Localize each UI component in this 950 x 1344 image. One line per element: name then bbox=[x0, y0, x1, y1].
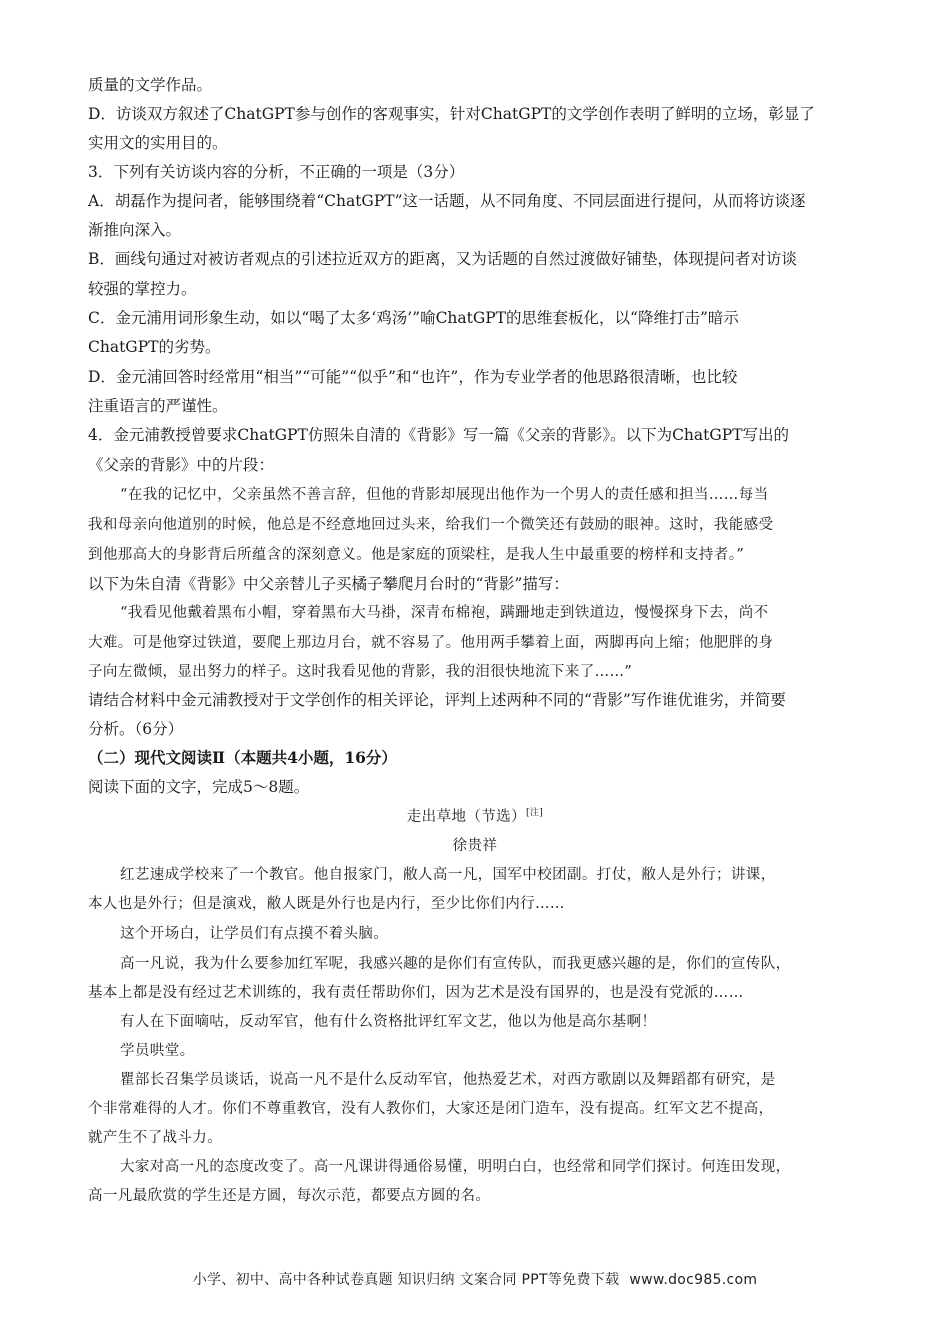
quote-zhuziqing: 大难。可是他穿过铁道，要爬上那边月台，就不容易了。他用两手攀着上面，两脚再向上缩；他肥胖的身 bbox=[88, 635, 774, 651]
title-note: [注] bbox=[525, 808, 544, 819]
quote-chatgpt: “在我的记忆中，父亲虽然不善言辞，但他的背影却展现出他作为一个男人的责任感和担当……每当 bbox=[120, 487, 769, 503]
option-d: D．访谈双方叙述了ChatGPT参与创作的客观事实，针对ChatGPT的文学创作表明了鲜明的立场，彰显了 bbox=[88, 105, 815, 123]
quote-zhuziqing: 子向左微倾，显出努力的样子。这时我看见他的背影，我的泪很快地流下来了……” bbox=[88, 664, 633, 680]
option-a: A．胡磊作为提问者，能够围绕着“ChatGPT”这一话题，从不同角度、不同层面进行提问，从而将访谈逐 bbox=[88, 192, 806, 210]
footer-site-link[interactable]: www.doc985.com bbox=[629, 1272, 758, 1288]
text-line: 渐推向深入。 bbox=[88, 221, 182, 239]
article-paragraph: 基本上都是没有经过艺术训练的，我有责任帮助你们，因为艺术是没有国界的，也是没有党派的…… bbox=[88, 985, 744, 1001]
article-paragraph: 大家对高一凡的态度改变了。高一凡课讲得通俗易懂，明明白白，也经常和同学们探讨。何连田发现， bbox=[120, 1159, 791, 1175]
article-title bbox=[0, 807, 950, 827]
article-paragraph: 有人在下面嘀咕，反动军官，他有什么资格批评红军文艺，他以为他是高尔基啊！ bbox=[120, 1014, 657, 1030]
footer bbox=[0, 1269, 950, 1289]
article-paragraph: 瞿部长召集学员谈话，说高一凡不是什么反动军官，他热爱艺术，对西方歌剧以及舞蹈都有研究，是 bbox=[120, 1072, 776, 1088]
article-paragraph: 本人也是外行；但是演戏，敝人既是外行也是内行，至少比你们内行…… bbox=[88, 896, 565, 912]
text-line: 质量的文学作品。 bbox=[88, 76, 213, 94]
option-c: C．金元浦用词形象生动，如以“喝了太多‘鸡汤’”喻ChatGPT的思维套板化，以“降维打击”暗示 bbox=[88, 309, 739, 327]
article-paragraph: 就产生不了战斗力。 bbox=[88, 1130, 223, 1146]
question-4: 4．金元浦教授曾要求ChatGPT仿照朱自清的《背影》写一篇《父亲的背影》。以下为ChatGPT写出的 bbox=[88, 426, 790, 444]
article-paragraph: 学员哄堂。 bbox=[120, 1043, 195, 1059]
article-title-text: 走出草地（节选） bbox=[406, 809, 526, 825]
text-line: 较强的掌控力。 bbox=[88, 280, 197, 298]
section-heading: （二）现代文阅读Ⅱ（本题共4小题，16分） bbox=[88, 748, 397, 767]
footer-text: 小学、初中、高中各种试卷真题 知识归纳 文案合同 PPT等免费下载 bbox=[192, 1272, 620, 1288]
option-b: B．画线句通过对被访者观点的引述拉近双方的距离，又为话题的自然过渡做好铺垫，体现提问者对访谈 bbox=[88, 250, 797, 268]
question-4-prompt: 请结合材料中金元浦教授对于文学创作的相关评论，评判上述两种不同的“背影”写作谁优谁劣，并简要 bbox=[88, 691, 786, 709]
text-line: 分析。（6分） bbox=[88, 720, 184, 738]
text-line: 以下为朱自清《背影》中父亲替儿子买橘子攀爬月台时的“背影”描写： bbox=[88, 575, 569, 593]
article-paragraph: 这个开场白，让学员们有点摸不着头脑。 bbox=[120, 926, 389, 942]
quote-chatgpt: 我和母亲向他道别的时候，他总是不经意地回过头来，给我们一个微笑还有鼓励的眼神。这时，我能感受 bbox=[88, 517, 774, 533]
text-line: 实用文的实用目的。 bbox=[88, 134, 228, 152]
option-d: D．金元浦回答时经常用“相当”“可能”“似乎”和“也许”，作为专业学者的他思路很清晰，也比较 bbox=[88, 368, 738, 386]
article-paragraph: 个非常难得的人才。你们不尊重教官，没有人教你们，大家还是闭门造车，没有提高。红军文艺不提高， bbox=[88, 1101, 774, 1117]
article-paragraph: 高一凡最欣赏的学生还是方圆，每次示范，都要点方圆的名。 bbox=[88, 1188, 491, 1204]
instruction: 阅读下面的文字，完成5～8题。 bbox=[88, 778, 310, 796]
text-line: ChatGPT的劣势。 bbox=[88, 338, 221, 356]
article-paragraph: 高一凡说，我为什么要参加红军呢，我感兴趣的是你们有宣传队，而我更感兴趣的是，你们的宣传队， bbox=[120, 956, 791, 972]
quote-zhuziqing: “我看见他戴着黑布小帽，穿着黑布大马褂，深青布棉袍，蹒跚地走到铁道边，慢慢探身下去，尚不 bbox=[120, 605, 769, 621]
quote-chatgpt: 到他那高大的身影背后所蕴含的深刻意义。他是家庭的顶梁柱，是我人生中最重要的榜样和支持者。” bbox=[88, 547, 745, 563]
article-paragraph: 红艺速成学校来了一个教官。他自报家门，敝人高一凡，国军中校团副。打仗，敝人是外行；讲课， bbox=[120, 867, 776, 883]
question-3: 3．下列有关访谈内容的分析，不正确的一项是（3分） bbox=[88, 163, 465, 181]
article-author: 徐贵祥 bbox=[452, 838, 498, 854]
text-line: 《父亲的背影》中的片段： bbox=[88, 456, 275, 474]
text-line: 注重语言的严谨性。 bbox=[88, 397, 228, 415]
